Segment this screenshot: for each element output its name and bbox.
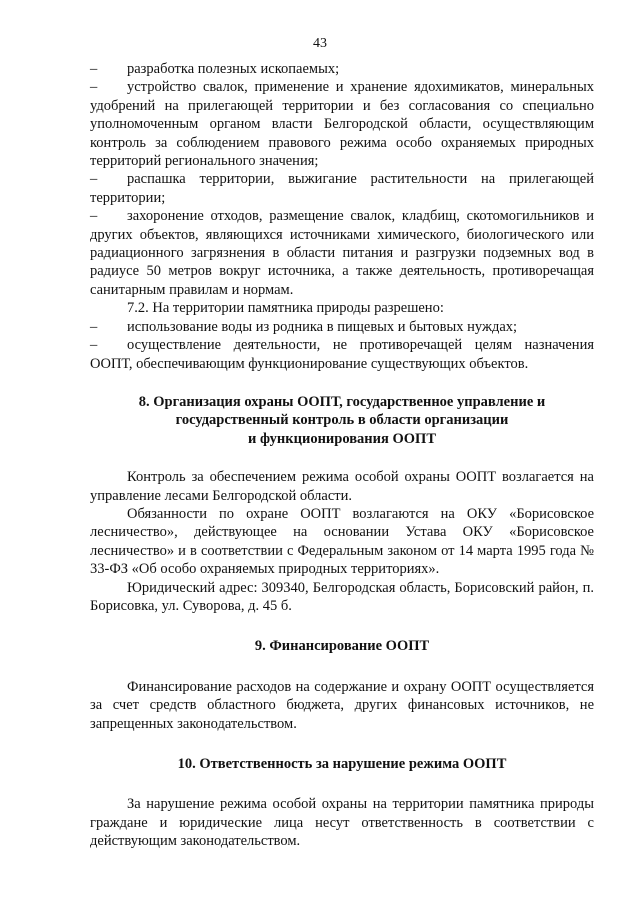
- dash-marker: –: [90, 337, 98, 354]
- section-10-paragraph: За нарушение режима особой охраны на территории памятника природы граждане и юридические лица несут ответственность в соответствии с действующим законодательством.: [90, 796, 594, 850]
- dash-marker: –: [90, 61, 98, 77]
- section-10-heading: 10. Ответственность за нарушение режима ООПТ: [177, 756, 507, 772]
- page-content: [90, 60, 594, 851]
- prohibited-item: – устройство свалок, применение и хранение ядохимикатов, минеральных удобрений на прилегающей территории и без согласования со специально уполномоченным органом власти Белгородской области, осуществляющим контроль за соблюдением правового режима особо охраняемых природных территорий регионального значения;: [90, 79, 594, 170]
- dash-marker: –: [90, 318, 98, 335]
- section-9-paragraph: Финансирование расходов на содержание и охрану ООПТ осуществляется за счет средств областного бюджета, других финансовых источников, не запрещенных законодательством.: [90, 678, 594, 732]
- page-number: 43: [313, 36, 327, 51]
- permitted-item: – использование воды из родника в пищевых и бытовых нуждах;: [90, 318, 518, 335]
- dash-marker: –: [90, 79, 98, 96]
- prohibited-item: – разработка полезных ископаемых;: [90, 61, 340, 77]
- section-8-heading: 8. Организация охраны ООПТ, государственное управление и государственный контроль в области организации и функционирования ООПТ: [138, 393, 546, 447]
- dash-marker: –: [90, 171, 98, 188]
- dash-marker: –: [90, 208, 98, 225]
- prohibited-item: – распашка территории, выжигание растительности на прилегающей территории;: [90, 171, 594, 206]
- permitted-item: – осуществление деятельности, не противоречащей целям назначения ООПТ, обеспечивающим функционирование существующих объектов.: [90, 337, 594, 372]
- section-8-paragraph: Контроль за обеспечением режима особой охраны ООПТ возлагается на управление лесами Белгородской области.: [90, 469, 594, 504]
- section-9-heading: 9. Финансирование ООПТ: [254, 638, 430, 655]
- prohibited-item: – захоронение отходов, размещение свалок, кладбищ, скотомогильников и других объектов, являющихся источниками химического, биологического или радиационного загрязнения в области питания и разгрузки подземных вод в радиусе 50 метров вокруг источника, а также деятельность, противоречащая санитарным правилам и нормам.: [90, 208, 594, 298]
- permitted-intro: 7.2. На территории памятника природы разрешено:: [127, 300, 444, 317]
- section-8-paragraph: Юридический адрес: 309340, Белгородская область, Борисовский район, п. Борисовка, ул. Суворова, д. 45 б.: [90, 579, 594, 614]
- section-8-paragraph: Обязанности по охране ООПТ возлагаются на ОКУ «Борисовское лесничество», действующее на основании Устава ОКУ «Борисовское лесничество» и в соответствии с Федеральным законом от 14 марта 1995 года № 33-ФЗ «Об особо охраняемых природных территориях».: [90, 505, 594, 578]
